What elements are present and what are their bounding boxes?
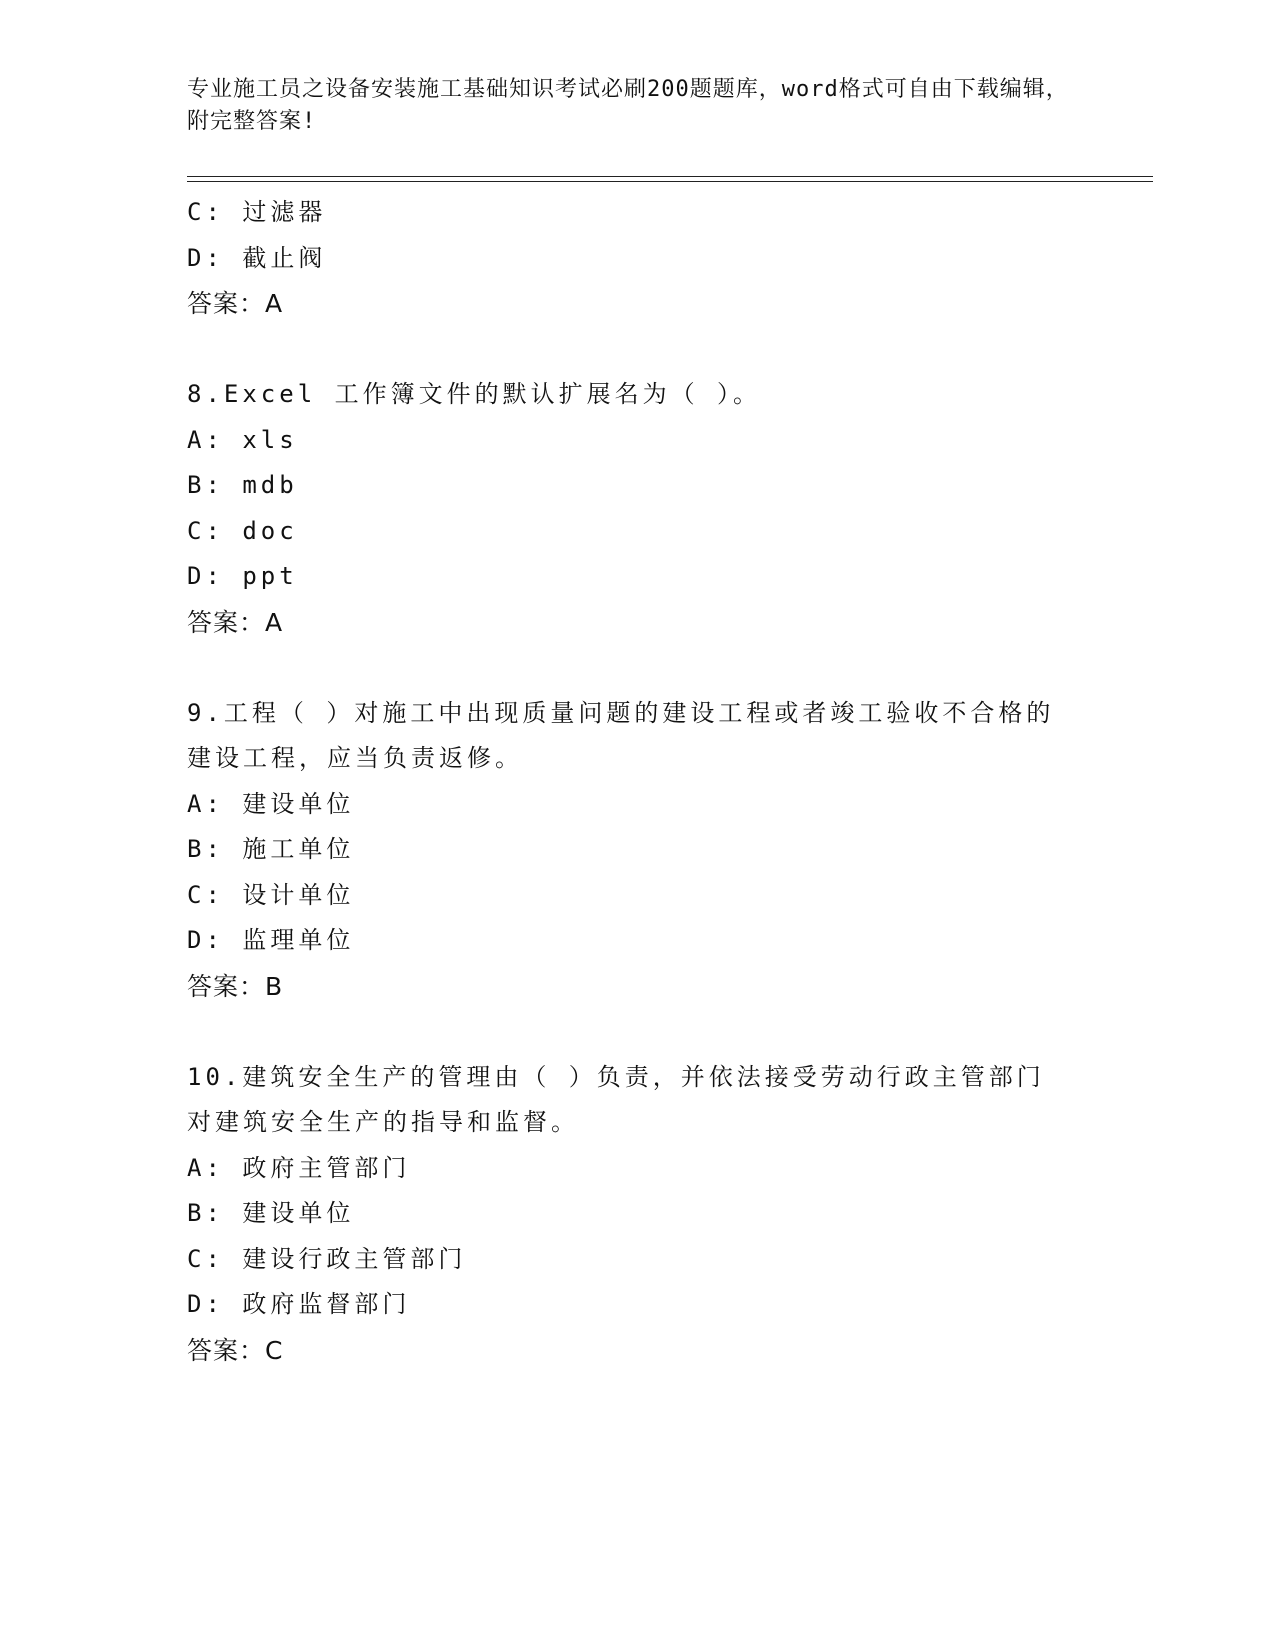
option-d: D: 政府监督部门	[187, 1290, 411, 1318]
question-stem: 8.Excel 工作簿文件的默认扩展名为（ ）。	[187, 380, 762, 408]
answer-line: 答案：A	[187, 607, 284, 637]
option-c: C: doc	[187, 516, 298, 545]
spacer	[187, 1009, 1087, 1055]
option-b: B: 施工单位	[187, 835, 355, 863]
option-c: C: 过滤器	[187, 198, 327, 226]
option-d: D: 截止阀	[187, 243, 327, 272]
header-divider-top	[187, 176, 1153, 177]
question-stem: 10.建筑安全生产的管理由（ ）负责，并依法接受劳动行政主管部门对建筑安全生产的指导和监督。	[187, 1062, 1045, 1136]
option-d: D: 监理单位	[187, 926, 355, 954]
answer-line: 答案：C	[187, 1335, 284, 1365]
option-b: B: mdb	[187, 471, 298, 499]
option-b: B: 建设单位	[187, 1199, 355, 1227]
document-header-title: 专业施工员之设备安装施工基础知识考试必刷200题题库，word格式可自由下载编辑，附完整答案!	[187, 77, 1069, 134]
option-a: A: 政府主管部门	[187, 1153, 411, 1182]
option-d: D: ppt	[187, 562, 298, 590]
option-a: A: xls	[187, 425, 298, 454]
question-content	[187, 190, 1087, 1373]
question-stem: 9.工程（ ）对施工中出现质量问题的建设工程或者竣工验收不合格的建设工程，应当负责返修。	[187, 698, 1055, 772]
option-c: C: 建设行政主管部门	[187, 1244, 467, 1273]
answer-line: 答案：A	[187, 289, 284, 318]
option-a: A: 建设单位	[187, 789, 355, 818]
answer-line: 答案：B	[187, 971, 284, 1001]
spacer	[187, 645, 1087, 691]
spacer	[187, 327, 1087, 373]
header-divider-bottom	[187, 181, 1153, 182]
option-c: C: 设计单位	[187, 880, 355, 909]
